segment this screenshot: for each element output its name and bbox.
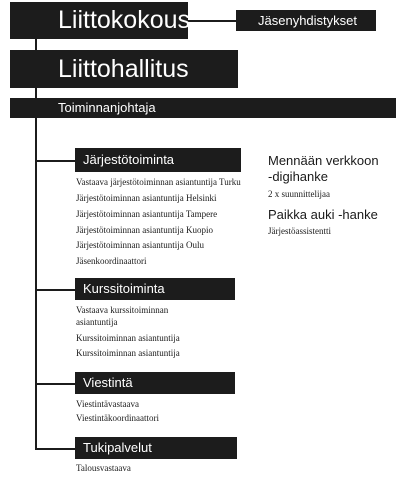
role-item: Vastaava kurssitoiminnan bbox=[76, 305, 169, 315]
dept-kurssitoiminta-box bbox=[75, 278, 235, 300]
role-item: Järjestötoiminnan asiantuntija Oulu bbox=[76, 240, 204, 250]
department-trunk-line bbox=[35, 118, 37, 448]
dept-jarjestotoiminta-box bbox=[75, 148, 241, 172]
role-item: Viestintäkoordinaattori bbox=[76, 413, 159, 423]
role-item: Vastaava järjestötoiminnan asiantuntija Turku bbox=[76, 177, 241, 187]
node-liittohallitus bbox=[10, 50, 238, 88]
connector-kurssitoiminta bbox=[35, 289, 75, 291]
project-title: -digihanke bbox=[268, 169, 328, 184]
role-item: Kurssitoiminnan asiantuntija bbox=[76, 333, 180, 343]
liittohallitus-label: Liittohallitus bbox=[58, 55, 189, 83]
jasenyhdistykset-label: Jäsenyhdistykset bbox=[258, 13, 357, 28]
project-title: Mennään verkkoon bbox=[268, 153, 379, 168]
role-item: Viestintävastaava bbox=[76, 399, 139, 409]
role-item: Kurssitoiminnan asiantuntija bbox=[76, 348, 180, 358]
role-item: Järjestötoiminnan asiantuntija Kuopio bbox=[76, 225, 213, 235]
dept-viestinta-title: Viestintä bbox=[83, 375, 133, 390]
node-liittokokous bbox=[10, 2, 191, 39]
dept-tukipalvelut-box bbox=[75, 437, 237, 459]
role-item: Jäsenkoordinaattori bbox=[76, 256, 147, 266]
project-staff: Järjestöassistentti bbox=[268, 226, 331, 236]
node-toiminnanjohtaja bbox=[10, 98, 396, 118]
role-item: asiantuntija bbox=[76, 317, 118, 327]
dept-tukipalvelut-title: Tukipalvelut bbox=[83, 440, 152, 455]
dept-kurssitoiminta-title: Kurssitoiminta bbox=[83, 281, 165, 296]
role-item: Järjestötoiminnan asiantuntija Helsinki bbox=[76, 193, 217, 203]
role-item: Järjestötoiminnan asiantuntija Tampere bbox=[76, 209, 218, 219]
connector-tukipalvelut bbox=[35, 448, 75, 450]
toiminnanjohtaja-label: Toiminnanjohtaja bbox=[58, 100, 156, 115]
role-item: Talousvastaava bbox=[76, 463, 131, 473]
jasenyhdistykset-connector bbox=[188, 20, 236, 22]
project-staff: 2 x suunnittelijaa bbox=[268, 189, 330, 199]
project-title: Paikka auki -hanke bbox=[268, 207, 378, 222]
dept-viestinta-box bbox=[75, 372, 235, 394]
connector-viestinta bbox=[35, 383, 75, 385]
node-jasenyhdistykset bbox=[236, 10, 376, 31]
dept-jarjestotoiminta-title: Järjestötoiminta bbox=[83, 152, 175, 167]
liittokokous-label: Liittokokous bbox=[58, 6, 191, 34]
connector-jarjestotoiminta bbox=[35, 160, 75, 162]
